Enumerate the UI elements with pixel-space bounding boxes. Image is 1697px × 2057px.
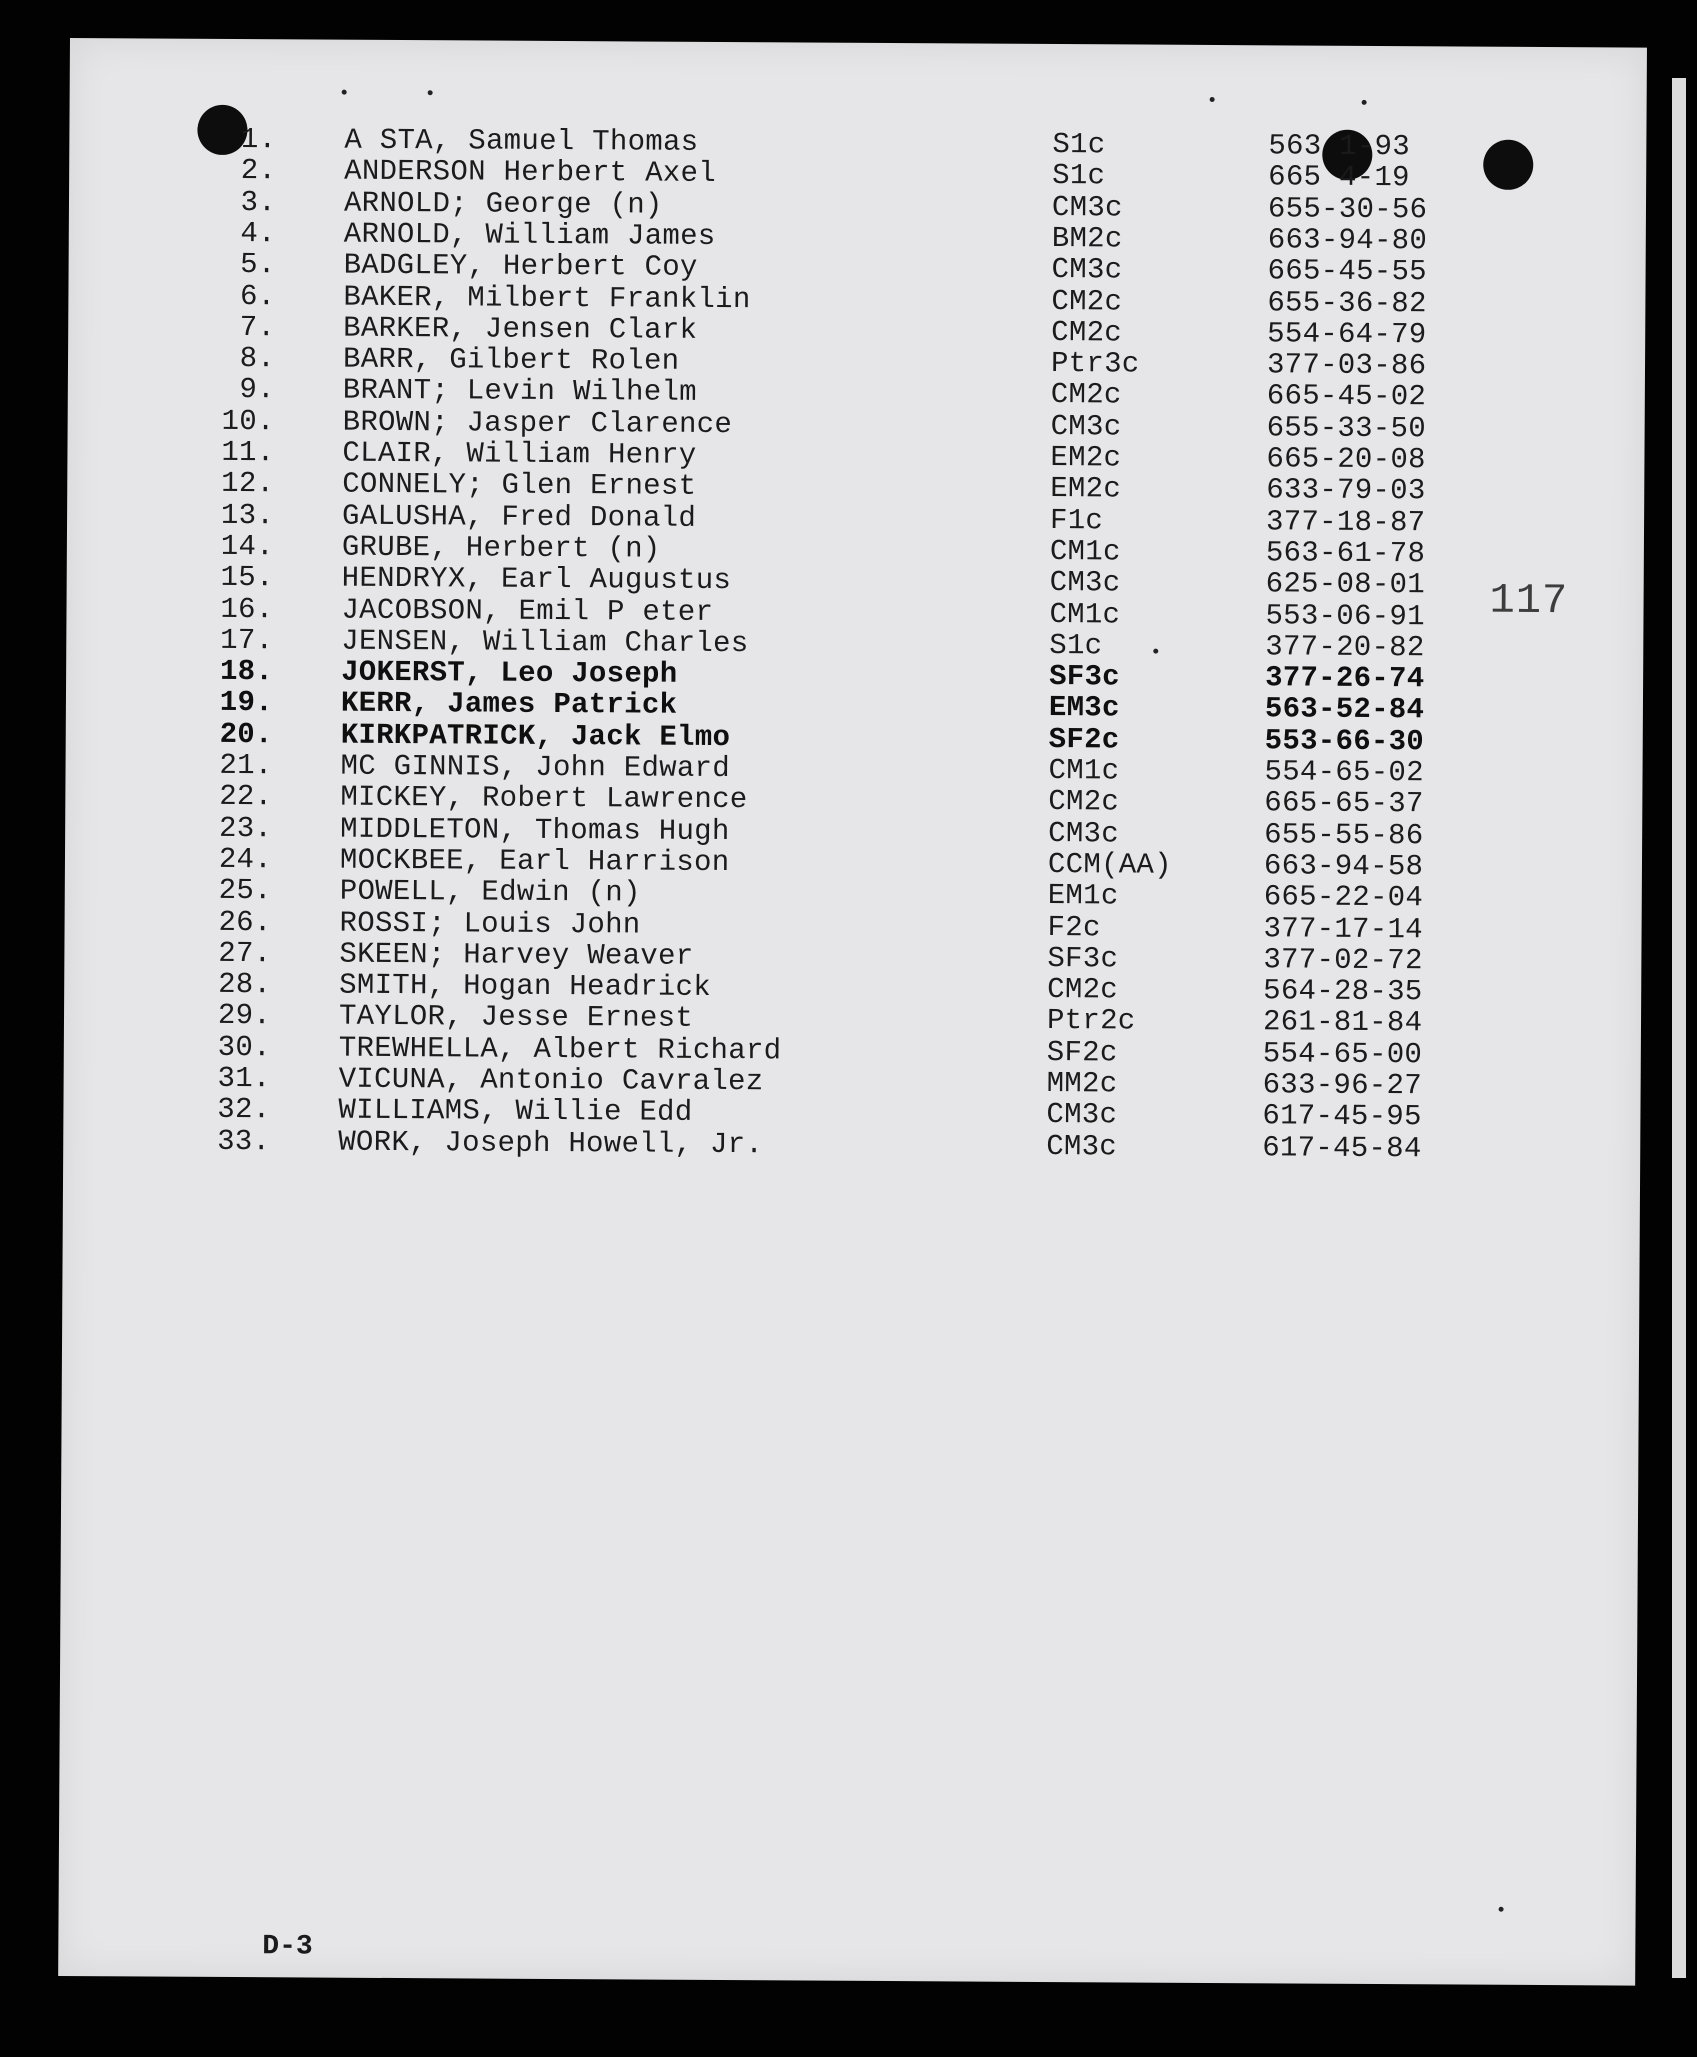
crew-name: CONNELY; Glen Ernest — [342, 467, 697, 504]
crew-rate: CM2c — [1047, 973, 1119, 1007]
crew-name: BARKER, Jensen Clark — [343, 311, 698, 347]
crew-rate: CM3c — [1046, 1129, 1118, 1164]
service-number: 377-20-82 — [1265, 630, 1425, 665]
entry-number: 13. — [220, 498, 275, 532]
service-number: 633-96-27 — [1262, 1068, 1423, 1103]
crew-rate: CM3c — [1050, 409, 1122, 444]
page-number: 117 — [1489, 576, 1569, 626]
crew-rate: CM1c — [1049, 597, 1121, 631]
crew-name: GRUBE, Herbert (n) — [341, 530, 661, 566]
entry-number: 16. — [220, 592, 274, 626]
crew-rate: S1c — [1052, 128, 1106, 162]
crew-rate: S1c — [1052, 159, 1106, 193]
speck — [1210, 97, 1215, 102]
document-code: D-3 — [262, 1931, 313, 1963]
entry-number: 3. — [240, 185, 277, 219]
crew-rate: CM2c — [1050, 378, 1122, 412]
crew-rate: CM1c — [1048, 753, 1120, 788]
entry-number: 29. — [217, 999, 272, 1033]
crew-name: ARNOLD, William James — [343, 217, 716, 253]
crew-name: ROSSI; Louis John — [339, 906, 641, 942]
entry-number: 26. — [218, 905, 272, 939]
entry-number: 18. — [219, 655, 274, 689]
crew-name: MICKEY, Robert Lawrence — [340, 780, 748, 817]
crew-rate: SF3c — [1049, 660, 1121, 694]
entry-number: 2. — [240, 154, 277, 188]
crew-rate: CCM(AA) — [1047, 847, 1172, 882]
entry-number: 24. — [218, 842, 273, 877]
crew-name: A STA, Samuel Thomas — [344, 123, 699, 159]
crew-name: WILLIAMS, Willie Edd — [338, 1093, 693, 1130]
entry-number: 23. — [218, 811, 273, 845]
service-number: 377-03-86 — [1266, 348, 1427, 383]
entry-number: 33. — [217, 1124, 271, 1158]
crew-rate: MM2c — [1046, 1066, 1118, 1101]
service-number: 663-94-80 — [1267, 223, 1428, 258]
crew-name: KIRKPATRICK, Jack Elmo — [340, 718, 731, 754]
crew-rate: CM1c — [1049, 534, 1121, 569]
entry-number: 17. — [220, 623, 274, 658]
crew-rate: CM3c — [1051, 253, 1123, 287]
service-number: 665-22-04 — [1263, 880, 1424, 915]
crew-rate: S1c — [1049, 628, 1103, 663]
entry-number: 12. — [221, 467, 275, 501]
entry-number: 27. — [218, 936, 272, 971]
crew-name: BRANT; Levin Wilhelm — [342, 374, 698, 410]
crew-rate: EM3c — [1048, 691, 1120, 725]
entry-number: 20. — [219, 717, 273, 751]
crew-rate: F2c — [1047, 910, 1101, 944]
crew-name: BAKER, Milbert Franklin — [343, 280, 751, 316]
entry-number: 22. — [219, 780, 273, 814]
entry-number: 1. — [240, 123, 277, 157]
crew-name: MOCKBEE, Earl Harrison — [339, 843, 730, 879]
service-number: 377-26-74 — [1265, 661, 1425, 696]
service-number: 617-45-84 — [1262, 1130, 1422, 1165]
crew-roster — [69, 122, 1646, 1165]
service-number: 617-45-95 — [1262, 1099, 1422, 1134]
entry-number: 32. — [217, 1093, 271, 1127]
service-number: 377-02-72 — [1263, 943, 1423, 978]
service-number: 665-65-37 — [1264, 786, 1424, 821]
entry-number: 7. — [239, 310, 276, 345]
service-number: 554-64-79 — [1267, 317, 1427, 352]
entry-number: 15. — [220, 561, 274, 595]
service-number: 554-65-00 — [1262, 1036, 1423, 1071]
crew-name: MIDDLETON, Thomas Hugh — [340, 812, 730, 848]
entry-number: 25. — [218, 874, 272, 908]
service-number: 553-66-30 — [1264, 723, 1425, 758]
crew-name: ARNOLD; George (n) — [343, 186, 663, 222]
entry-number: 28. — [218, 968, 272, 1002]
crew-name: TAYLOR, Jesse Ernest — [338, 1000, 694, 1036]
crew-rate: Ptr3c — [1050, 347, 1140, 381]
paper-sheet — [58, 38, 1647, 1986]
crew-name: SMITH, Hogan Headrick — [339, 968, 712, 1005]
crew-name: HENDRYX, Earl Augustus — [341, 561, 732, 598]
service-number: 563-61-78 — [1265, 536, 1426, 571]
crew-rate: Ptr2c — [1046, 1004, 1136, 1038]
crew-rate: EM1c — [1047, 879, 1119, 913]
speck — [428, 90, 433, 95]
service-number: 261-81-84 — [1262, 1005, 1423, 1040]
entry-number: 11. — [221, 435, 275, 470]
crew-name: BADGLEY, Herbert Coy — [343, 248, 698, 285]
service-number: 625-08-01 — [1265, 567, 1426, 602]
crew-rate: CM2c — [1051, 284, 1123, 318]
entry-number: 21. — [219, 748, 273, 783]
service-number: 665-45-02 — [1266, 379, 1427, 414]
service-number: 377-17-14 — [1263, 911, 1424, 946]
entry-number: 6. — [239, 279, 276, 313]
crew-rate: SF2c — [1046, 1035, 1118, 1070]
service-number: 655-33-50 — [1266, 411, 1427, 445]
crew-name: VICUNA, Antonio Cavralez — [338, 1062, 764, 1099]
service-number: 377-18-87 — [1265, 504, 1426, 539]
crew-rate: F1c — [1049, 503, 1104, 537]
crew-rate: SF3c — [1047, 941, 1119, 976]
entry-number: 10. — [221, 404, 275, 438]
crew-rate: BM2c — [1051, 221, 1123, 256]
service-number: 655-36-82 — [1267, 285, 1427, 320]
crew-name: ANDERSON Herbert Axel — [344, 154, 717, 191]
speck — [1362, 100, 1367, 105]
service-number: 655-30-56 — [1267, 191, 1428, 226]
crew-name: KERR, James Patrick — [340, 687, 678, 723]
entry-number: 4. — [240, 216, 276, 251]
service-number: 563-52-84 — [1264, 692, 1425, 727]
entry-number: 31. — [217, 1061, 271, 1096]
crew-rate: EM2c — [1050, 440, 1122, 475]
crew-rate: CM3c — [1049, 566, 1121, 600]
crew-name: JACOBSON, Emil P eter — [341, 593, 714, 629]
service-number: 665-20-08 — [1266, 442, 1426, 477]
service-number: 655-55-86 — [1264, 817, 1424, 852]
service-number: 563 1-93 — [1268, 129, 1411, 164]
speck — [1499, 1907, 1504, 1912]
crew-name: BARR, Gilbert Rolen — [342, 342, 680, 378]
service-number: 564-28-35 — [1263, 974, 1423, 1009]
crew-rate: SF2c — [1048, 722, 1120, 757]
service-number: 663-94-58 — [1263, 849, 1424, 884]
service-number: 665-45-55 — [1267, 254, 1428, 289]
crew-rate: CM3c — [1046, 1098, 1118, 1132]
crew-name: WORK, Joseph Howell, Jr. — [338, 1125, 764, 1161]
crew-name: TREWHELLA, Albert Richard — [338, 1031, 782, 1068]
entry-number: 14. — [220, 529, 274, 564]
service-number: 553-06-91 — [1265, 598, 1425, 633]
crew-rate: EM2c — [1050, 472, 1122, 506]
crew-name: JOKERST, Leo Joseph — [341, 655, 678, 691]
crew-name: BROWN; Jasper Clarence — [342, 405, 733, 441]
crew-name: JENSEN, William Charles — [341, 624, 749, 660]
service-number: 665 4-19 — [1268, 160, 1410, 195]
crew-name: POWELL, Edwin (n) — [339, 874, 641, 910]
service-number: 554-65-02 — [1264, 755, 1424, 790]
crew-name: SKEEN; Harvey Weaver — [339, 937, 694, 973]
crew-rate: CM2c — [1051, 315, 1123, 350]
service-number: 633-79-03 — [1266, 473, 1426, 508]
crew-rate: CM3c — [1048, 816, 1120, 851]
underlying-sheet-edge — [1672, 78, 1686, 1978]
crew-name: GALUSHA, Fred Donald — [341, 499, 697, 535]
entry-number: 8. — [239, 342, 276, 376]
entry-number: 19. — [219, 686, 274, 720]
speck — [342, 90, 347, 95]
crew-name: CLAIR, William Henry — [342, 436, 697, 472]
entry-number: 5. — [240, 248, 276, 282]
crew-rate: CM2c — [1048, 785, 1120, 819]
entry-number: 9. — [239, 373, 275, 407]
crew-name: MC GINNIS, John Edward — [340, 749, 731, 786]
entry-number: 30. — [217, 1030, 271, 1064]
crew-rate: CM3c — [1051, 190, 1123, 225]
